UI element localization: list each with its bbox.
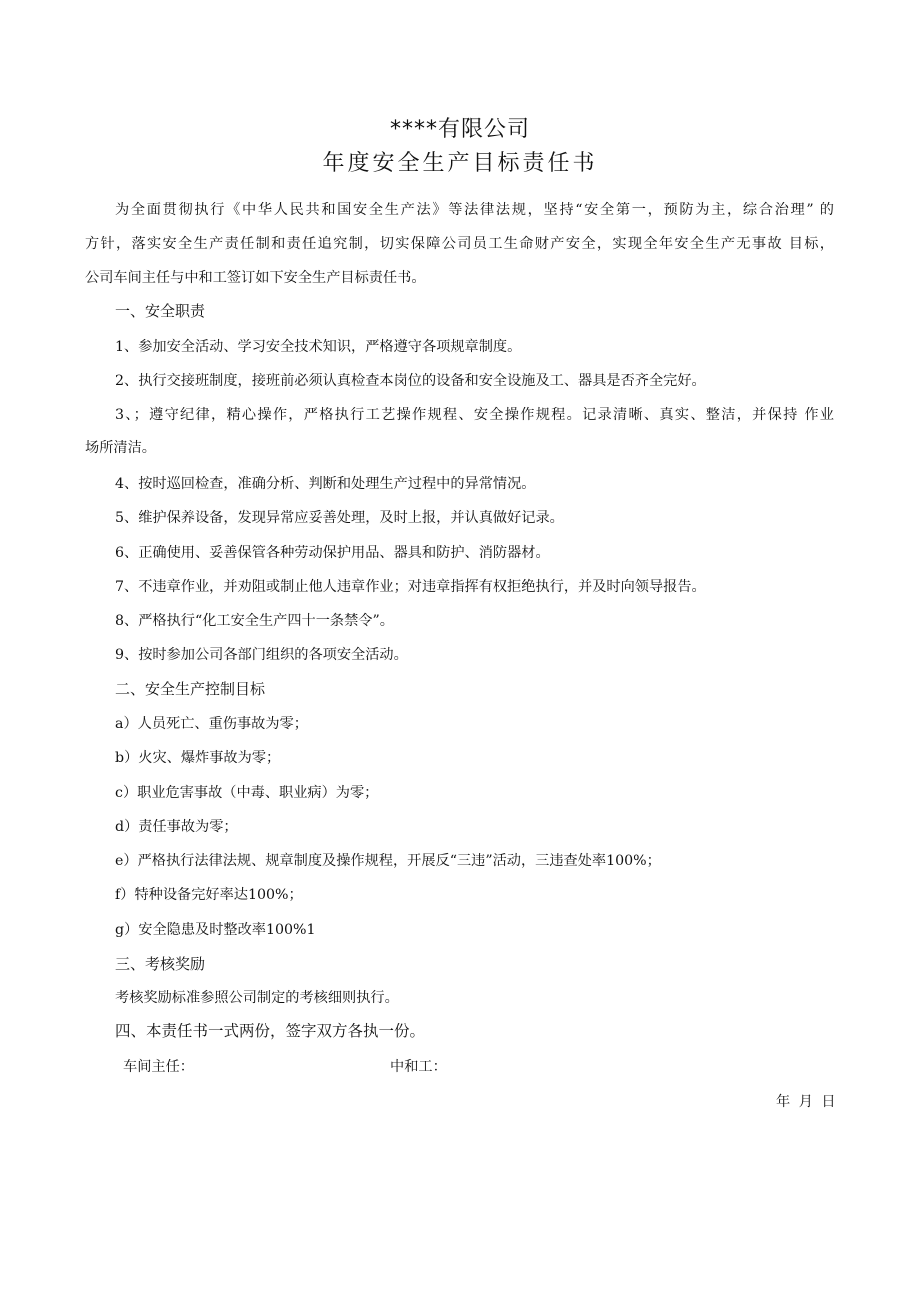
section-heading-duties: 一、安全职责 [115, 302, 206, 320]
duty-item-6: 6、正确使用、妥善保管各种劳动保护用品、器具和防护、消防器材。 [115, 545, 550, 561]
duty-item-3-cont: 场所清洁。 [85, 440, 156, 456]
duty-item-5: 5、维护保养设备，发现异常应妥善处理，及时上报，并认真做好记录。 [115, 510, 564, 526]
duty-item-4: 4、按时巡回检查，准确分析、判断和处理生产过程中的异常情况。 [115, 476, 536, 492]
duty-item-2: 2、执行交接班制度，接班前必须认真检查本岗位的设备和安全设施及工、器具是否齐全完好。 [115, 373, 706, 389]
signature-worker: 中和工： [390, 1059, 447, 1075]
signature-date: 年 月 日 [776, 1094, 836, 1110]
company-name: ****有限公司 [389, 117, 530, 142]
section-heading-copies: 四、本责任书一式两份，签字双方各执一份。 [115, 1022, 426, 1040]
target-item-f: f）特种设备完好率达100%； [115, 887, 303, 903]
target-item-d: d）责任事故为零； [115, 819, 238, 835]
duty-item-7: 7、不违章作业，并劝阻或制止他人违章作业；对违章指挥有权拒绝执行，并及时向领导报告。 [115, 579, 706, 595]
section-heading-rewards: 三、考核奖励 [115, 955, 206, 973]
duty-item-9: 9、按时参加公司各部门组织的各项安全活动。 [115, 647, 408, 663]
target-item-b: b）火灾、爆炸事故为零； [115, 750, 281, 766]
target-item-a: a）人员死亡、重伤事故为零； [115, 716, 308, 732]
signature-workshop-director: 车间主任： [123, 1059, 194, 1075]
target-item-c: c）职业危害事故（中毒、职业病）为零； [115, 785, 379, 801]
intro-line-1: 为全面贯彻执行《中华人民共和国安全生产法》等法律法规，坚持“安全第一，预防为主，综合治理” 的 [115, 202, 834, 218]
target-item-e: e）严格执行法律法规、规章制度及操作规程，开展反“三违”活动，三违查处率100%； [115, 853, 661, 869]
document-title: 年度安全生产目标责任书 [322, 151, 598, 176]
section-heading-targets: 二、安全生产控制目标 [115, 680, 266, 698]
target-item-g: g）安全隐患及时整改率100%1 [115, 922, 316, 938]
duty-item-8: 8、严格执行“化工安全生产四十一条禁令”。 [115, 613, 394, 629]
duty-item-1: 1、参加安全活动、学习安全技术知识，严格遵守各项规章制度。 [115, 339, 522, 355]
duty-item-3: 3、；遵守纪律，精心操作，严格执行工艺操作规程、安全操作规程。记录清晰、真实、整洁，并保持 作业 [115, 407, 834, 423]
rewards-text: 考核奖励标准参照公司制定的考核细则执行。 [115, 990, 399, 1006]
intro-line-2: 方针，落实安全生产责任制和责任追究制，切实保障公司员工生命财产安全，实现全年安全生产无事故 目标， [85, 236, 834, 252]
intro-line-3: 公司车间主任与中和工签订如下安全生产目标责任书。 [85, 270, 426, 286]
